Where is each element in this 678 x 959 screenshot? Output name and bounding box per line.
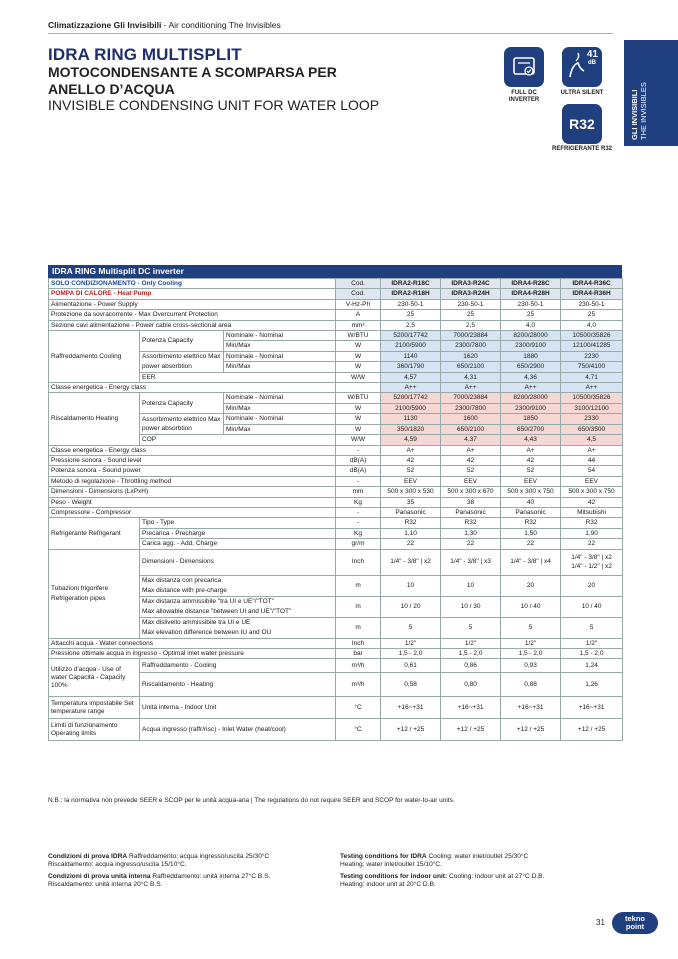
table-row — [49, 299, 623, 309]
cell: 1130 — [381, 414, 441, 424]
cell: 0,80 — [441, 673, 501, 697]
cell: W/W — [336, 372, 381, 382]
inverter-icon — [504, 47, 544, 87]
cell: 5 — [381, 617, 441, 638]
cell: +12 / +25 — [441, 719, 501, 741]
cell: 2330 — [561, 414, 623, 424]
cell: +16~+31 — [441, 697, 501, 719]
silent-icon — [562, 47, 602, 87]
cell: IDRA4-R36H — [561, 289, 623, 299]
cell: W — [336, 414, 381, 424]
cell: +12 / +25 — [381, 719, 441, 741]
cell: - — [336, 476, 381, 486]
table-row — [49, 549, 623, 575]
cell — [140, 575, 336, 596]
cell: W/W — [336, 435, 381, 445]
cell: °C — [336, 719, 381, 741]
cell: EEV — [381, 476, 441, 486]
capacity-label: Potenza Capacity — [140, 393, 224, 414]
cell: W — [336, 362, 381, 372]
absorption-label: Assorbimento elettrico Max power absorbtion — [140, 351, 224, 372]
table-row — [49, 638, 623, 648]
temp-set-label: Temperatura impostabile Set temperature range — [49, 697, 140, 719]
cell: Nominale - Nominal — [224, 351, 336, 361]
cell: 1,24 — [561, 659, 623, 673]
cell: Min/Max — [224, 341, 336, 351]
cell: 25 — [441, 310, 501, 320]
cell: 2300/9100 — [501, 341, 561, 351]
cell: Tipo - Type — [140, 518, 336, 528]
cell: +12 / +25 — [561, 719, 623, 741]
table-row — [49, 476, 623, 486]
cell-line: Max distanza con precarica — [142, 577, 222, 585]
cell: COP — [140, 435, 336, 445]
cell: 5 — [501, 617, 561, 638]
side-tab-line2: THE INVISIBLES — [639, 82, 648, 140]
breadcrumb-bold: Climatizzazione Gli Invisibili — [48, 20, 162, 30]
cell: Raffreddamento - Cooling — [140, 659, 336, 673]
cell-line: Max distanza ammissibile "tra UI e UE"/"TOT" — [142, 598, 274, 606]
cell: 10 / 20 — [381, 596, 441, 617]
cell: 20 — [561, 575, 623, 596]
cell: 4,59 — [381, 435, 441, 445]
cell: 1/4" - 3/8" | x4 — [501, 549, 561, 575]
cell: 1880 — [501, 351, 561, 361]
page-number: 31 — [596, 918, 605, 927]
cell: m³/h — [336, 673, 381, 697]
table-row — [49, 648, 623, 658]
cell: 5200/17742 — [381, 331, 441, 341]
cell: 650/2900 — [501, 362, 561, 372]
cell: 2300/7800 — [441, 403, 501, 413]
cell: Potenza sonora - Sound power — [49, 466, 336, 476]
cell: 10 / 40 — [501, 596, 561, 617]
cell: 8200/28000 — [501, 393, 561, 403]
cell: 42 — [381, 455, 441, 465]
side-tab — [624, 40, 678, 146]
cell: 22 — [561, 539, 623, 549]
cell: A+ — [561, 445, 623, 455]
cell: 22 — [441, 539, 501, 549]
cell: Dimensioni - Dimensions (LxPxH) — [49, 487, 336, 497]
cond-bold: Testing conditions for IDRA — [340, 853, 427, 860]
cell: 4,36 — [501, 372, 561, 382]
cell-line: 1/4" - 1/2" | x2 — [571, 563, 612, 571]
cell: 4,57 — [381, 372, 441, 382]
heating-label: Riscaldamento Heating — [49, 393, 140, 445]
breadcrumb — [48, 20, 281, 30]
cell: V-Hz-Ph — [336, 299, 381, 309]
cell: Cod. — [336, 279, 381, 289]
cell: 1,30 — [441, 528, 501, 538]
cell: °C — [336, 697, 381, 719]
cell: - — [336, 518, 381, 528]
page-subtitle: MOTOCONDENSANTE A SCOMPARSA PER ANELLO D’ACQUA — [48, 64, 337, 97]
cell: 52 — [381, 466, 441, 476]
cell: 22 — [381, 539, 441, 549]
footnote: N.B.: la normativa non prevede SEER e SCOP per le unità acqua-aria | The regulations do not require SEER and SCOP for water-to-air units. — [48, 797, 455, 804]
cond-text: Riscaldamento: acqua ingresso/uscita 15/10°C. — [48, 861, 187, 869]
side-tab-line1: GLI INVISIBILI — [630, 89, 639, 140]
cell: 5 — [561, 617, 623, 638]
cell: Min/Max — [224, 362, 336, 372]
cell: - — [336, 507, 381, 517]
cond-text: Raffreddamento: unità interna 27°C B.S. — [150, 872, 271, 880]
cell: A+ — [501, 445, 561, 455]
cell: bar — [336, 648, 381, 658]
table-row — [49, 719, 623, 741]
cell: 35 — [381, 497, 441, 507]
cell: 650/2100 — [441, 362, 501, 372]
cell: m — [336, 617, 381, 638]
cell: Unità interna - Indoor Unit — [140, 697, 336, 719]
table-row — [49, 497, 623, 507]
cell: 4,37 — [441, 435, 501, 445]
cond-text: Heating: indoor unit at 20°C D.B. — [340, 881, 436, 889]
cell: m — [336, 575, 381, 596]
cell: 44 — [561, 455, 623, 465]
cell: 12100/41285 — [561, 341, 623, 351]
table-row — [49, 383, 623, 393]
cell: A — [336, 310, 381, 320]
header-divider — [48, 33, 613, 34]
spec-table — [48, 278, 623, 741]
cool-header: SOLO CONDIZIONAMENTO - Only Cooling — [49, 279, 336, 289]
cell: mm² — [336, 320, 381, 330]
cell: +16~+31 — [381, 697, 441, 719]
logo-line2: point — [625, 922, 645, 931]
cell: 5200/17742 — [381, 393, 441, 403]
cell: Pressione sonora - Sound level — [49, 455, 336, 465]
cell: Carica agg. - Add. Charge — [140, 539, 336, 549]
cell: 10500/35826 — [561, 393, 623, 403]
cell: Riscaldamento - Heating — [140, 673, 336, 697]
cell: +12 / +25 — [501, 719, 561, 741]
cell: dB(A) — [336, 455, 381, 465]
table-row — [49, 393, 623, 403]
cell: 54 — [561, 466, 623, 476]
cell: 1/4" - 3/8" | x3 — [441, 549, 501, 575]
cell: mm — [336, 487, 381, 497]
absorption-label: Assorbimento elettrico Max power absorbtion — [140, 414, 224, 435]
table-row — [49, 487, 623, 497]
pipes-label: Tubazioni frigorifere Refrigeration pipes — [49, 549, 140, 638]
cell: Peso - Weight — [49, 497, 336, 507]
cell: 40 — [501, 497, 561, 507]
table-row — [49, 320, 623, 330]
cell: IDRA2-R18H — [381, 289, 441, 299]
inverter-caption: FULL DC INVERTER — [508, 90, 540, 103]
cell: 4,0 — [561, 320, 623, 330]
cell: 650/2700 — [501, 424, 561, 434]
cell: Cod. — [336, 289, 381, 299]
cell: 230-50-1 — [381, 299, 441, 309]
cell: A++ — [381, 383, 441, 393]
cell: Kg — [336, 497, 381, 507]
cell: 52 — [441, 466, 501, 476]
cell-line: Max dislivello ammissibile tra UI e UE — [142, 619, 251, 627]
cell: 1,10 — [381, 528, 441, 538]
cell: Min/Max — [224, 403, 336, 413]
cell: 25 — [381, 310, 441, 320]
cond-text: Heating: water inlet/outlet 15/10°C. — [340, 861, 442, 869]
cell: 1,5 - 2,0 — [381, 648, 441, 658]
cond-text: Riscaldamento: unità interna 20°C B.S. — [48, 881, 163, 889]
table-row — [49, 310, 623, 320]
page-title: IDRA RING MULTISPLIT — [48, 45, 242, 64]
cell: 1140 — [381, 351, 441, 361]
cell: W — [336, 341, 381, 351]
cell: 500 x 300 x 750 — [501, 487, 561, 497]
cell: Classe energetica - Energy class — [49, 445, 336, 455]
cell — [561, 549, 623, 575]
cell: 7000/23884 — [441, 393, 501, 403]
cell: Panasonic — [501, 507, 561, 517]
cell: 0,86 — [441, 659, 501, 673]
table-row — [49, 331, 623, 341]
table-row — [49, 507, 623, 517]
cell: A+ — [441, 445, 501, 455]
cell: 1,26 — [561, 673, 623, 697]
r32-badge: R32 — [562, 104, 602, 144]
cell: 10 — [441, 575, 501, 596]
cell: 25 — [561, 310, 623, 320]
cell: 1/2" — [441, 638, 501, 648]
cell: 0,93 — [501, 659, 561, 673]
cell: 2300/9100 — [501, 403, 561, 413]
cell: dB(A) — [336, 466, 381, 476]
cell: EER — [140, 372, 336, 382]
cell: Kg — [336, 528, 381, 538]
cell: 0,61 — [381, 659, 441, 673]
cell: 350/1820 — [381, 424, 441, 434]
cell: 2300/7800 — [441, 341, 501, 351]
cell: 20 — [501, 575, 561, 596]
cell: Attacchi acqua - Water connections — [49, 638, 336, 648]
cell: 5 — [441, 617, 501, 638]
cond-text: Cooling: water inlet/outlet 25/30°C — [426, 853, 529, 860]
cell: Sezione cavi alimentazione - Power cable cross-sectional area — [49, 320, 336, 330]
cell-line: Max allowable distance "between UI and UE"/"TOT" — [142, 607, 292, 615]
cell: Precarica - Precharge — [140, 528, 336, 538]
cell: Min/Max — [224, 424, 336, 434]
cell: Mitsubishi — [561, 507, 623, 517]
cell: 360/1790 — [381, 362, 441, 372]
cell-line: 1/4" - 3/8" | x2 — [571, 553, 612, 561]
cell: 7000/23884 — [441, 331, 501, 341]
cond-bold: Condizioni di prova IDRA — [48, 853, 128, 860]
cell: 22 — [501, 539, 561, 549]
cell: 1600 — [441, 414, 501, 424]
cell: 10 / 30 — [441, 596, 501, 617]
cell: A++ — [441, 383, 501, 393]
cell: 1,90 — [561, 528, 623, 538]
cell: 500 x 300 x 530 — [381, 487, 441, 497]
cell: 500 x 300 x 670 — [441, 487, 501, 497]
heat-header: POMPA DI CALORE - Heat Pump — [49, 289, 336, 299]
cell: Classe energetica - Energy class — [49, 383, 336, 393]
cell: Protezione da sovracorrente - Max Overcurrent Protection — [49, 310, 336, 320]
cell: 10500/35826 — [561, 331, 623, 341]
cell: Panasonic — [441, 507, 501, 517]
cell: 42 — [501, 455, 561, 465]
cell: 0,88 — [501, 673, 561, 697]
table-row — [49, 445, 623, 455]
cell: 1,5 - 2,0 — [501, 648, 561, 658]
cooling-label: Raffreddamento Cooling — [49, 331, 140, 383]
silent-db-unit: dB — [588, 60, 596, 66]
page-subtitle-en: INVISIBLE CONDENSING UNIT FOR WATER LOOP — [48, 97, 380, 113]
cell: Dimensioni - Dimensions — [140, 549, 336, 575]
cell: IDRA2-R18C — [381, 279, 441, 289]
cell: 230-50-1 — [441, 299, 501, 309]
cell: W/BTU — [336, 331, 381, 341]
brand-logo — [612, 912, 658, 934]
cell: 3100/12100 — [561, 403, 623, 413]
cell: Panasonic — [381, 507, 441, 517]
logo-line1: tekno — [624, 914, 645, 923]
cell: 1620 — [441, 351, 501, 361]
cell: 10 / 40 — [561, 596, 623, 617]
cell — [336, 383, 381, 393]
cell: EEV — [501, 476, 561, 486]
cell: 1/2" — [501, 638, 561, 648]
cell: 1,5 - 2,0 — [561, 648, 623, 658]
cell: 230-50-1 — [501, 299, 561, 309]
cell: Nominale - Nominal — [224, 393, 336, 403]
cell: Metodo di regolazione - Throttling method — [49, 476, 336, 486]
cond-bold: Condizioni di prova unità interna — [48, 872, 151, 880]
silent-db-value: 41 — [586, 49, 598, 60]
refrigerant-label: Refrigerante Refrigerant — [49, 518, 140, 549]
cell: 500 x 300 x 750 — [561, 487, 623, 497]
silent-caption: ULTRA SILENT — [560, 90, 604, 96]
cell: m — [336, 596, 381, 617]
cell: 1/2" — [381, 638, 441, 648]
cell: 8200/28000 — [501, 331, 561, 341]
cell: 750/4100 — [561, 362, 623, 372]
cell: 2100/5900 — [381, 403, 441, 413]
cell: 2100/5900 — [381, 341, 441, 351]
cell: 1/4" - 3/8" | x2 — [381, 549, 441, 575]
cell: 52 — [501, 466, 561, 476]
cell: +16~+31 — [501, 697, 561, 719]
cell — [140, 596, 336, 617]
table-title: IDRA RING Multisplit DC inverter — [48, 265, 622, 278]
table-row — [49, 697, 623, 719]
cell: 1,50 — [501, 528, 561, 538]
cell: +16~+31 — [561, 697, 623, 719]
cell: A++ — [561, 383, 623, 393]
cell: 4,43 — [501, 435, 561, 445]
temp-op-label: Limiti di funzionamento Operating limits — [49, 719, 140, 741]
cell: Inch — [336, 638, 381, 648]
cell: 42 — [561, 497, 623, 507]
cell: R32 — [381, 518, 441, 528]
cond-text: Cooling: indoor unit at 27°C D.B. — [447, 872, 545, 880]
cell: 1,5 - 2,0 — [441, 648, 501, 658]
cell-line: Max distance with pre-charge — [142, 586, 227, 594]
table-row — [49, 518, 623, 528]
cell: EEV — [561, 476, 623, 486]
cell: IDRA4-R28C — [501, 279, 561, 289]
cell: W — [336, 403, 381, 413]
table-row — [49, 466, 623, 476]
test-conditions-en — [340, 853, 625, 890]
cell: 42 — [441, 455, 501, 465]
cell: IDRA3-R24C — [441, 279, 501, 289]
cell: 0,58 — [381, 673, 441, 697]
cell: 25 — [501, 310, 561, 320]
cell: R32 — [501, 518, 561, 528]
cell-line: Max elevation difference between IU and OU — [142, 628, 272, 636]
cell: W — [336, 351, 381, 361]
cell: 650/3500 — [561, 424, 623, 434]
cell: IDRA4-R28H — [501, 289, 561, 299]
table-row — [49, 289, 623, 299]
cell: Nominale - Nominal — [224, 331, 336, 341]
cell: R32 — [441, 518, 501, 528]
cell: Nominale - Nominal — [224, 414, 336, 424]
cell: IDRA3-R24H — [441, 289, 501, 299]
cell: 2230 — [561, 351, 623, 361]
cell: W/BTU — [336, 393, 381, 403]
cell: gr/m — [336, 539, 381, 549]
cell: Pressione ottimale acqua in ingresso - Optimal inlet water pressure — [49, 648, 336, 658]
cell: Acqua ingresso (raffr/risc) - Inlet Water (heat/cool) — [140, 719, 336, 741]
cell: A++ — [501, 383, 561, 393]
cell: 650/2100 — [441, 424, 501, 434]
cell: EEV — [441, 476, 501, 486]
cell: Inch — [336, 549, 381, 575]
cell: 38 — [441, 497, 501, 507]
cell: 1/2" — [561, 638, 623, 648]
cell: Alimentazione - Power Supply — [49, 299, 336, 309]
breadcrumb-rest: - Air conditioning The Invisibles — [161, 20, 281, 30]
cell: 2,5 — [441, 320, 501, 330]
cell: 4,0 — [501, 320, 561, 330]
cell: 4,31 — [441, 372, 501, 382]
cell — [140, 617, 336, 638]
cell: 10 — [381, 575, 441, 596]
water-use-label: Utilizzo d'acqua - Use of water Capacità - Capacity 100% — [49, 659, 140, 697]
table-row — [49, 279, 623, 289]
table-row — [49, 455, 623, 465]
cell: 2,5 — [381, 320, 441, 330]
cond-text: Raffreddamento: acqua ingresso/uscita 25/30°C — [127, 853, 270, 860]
cell: A+ — [381, 445, 441, 455]
r32-caption: REFRIGERANTE R32 — [552, 146, 613, 152]
cell: IDRA4-R36C — [561, 279, 623, 289]
cell: R32 — [561, 518, 623, 528]
test-conditions-it — [48, 853, 333, 890]
cell: m³/h — [336, 659, 381, 673]
cell: W — [336, 424, 381, 434]
cell: 1850 — [501, 414, 561, 424]
cell: - — [336, 445, 381, 455]
cond-bold: Testing conditions for indoor unit: — [340, 872, 448, 880]
cell: 4,5 — [561, 435, 623, 445]
cell: 4,71 — [561, 372, 623, 382]
capacity-label: Potenza Capacity — [140, 331, 224, 352]
cell: Compressore - Compressor — [49, 507, 336, 517]
cell: 230-50-1 — [561, 299, 623, 309]
table-row — [49, 659, 623, 673]
